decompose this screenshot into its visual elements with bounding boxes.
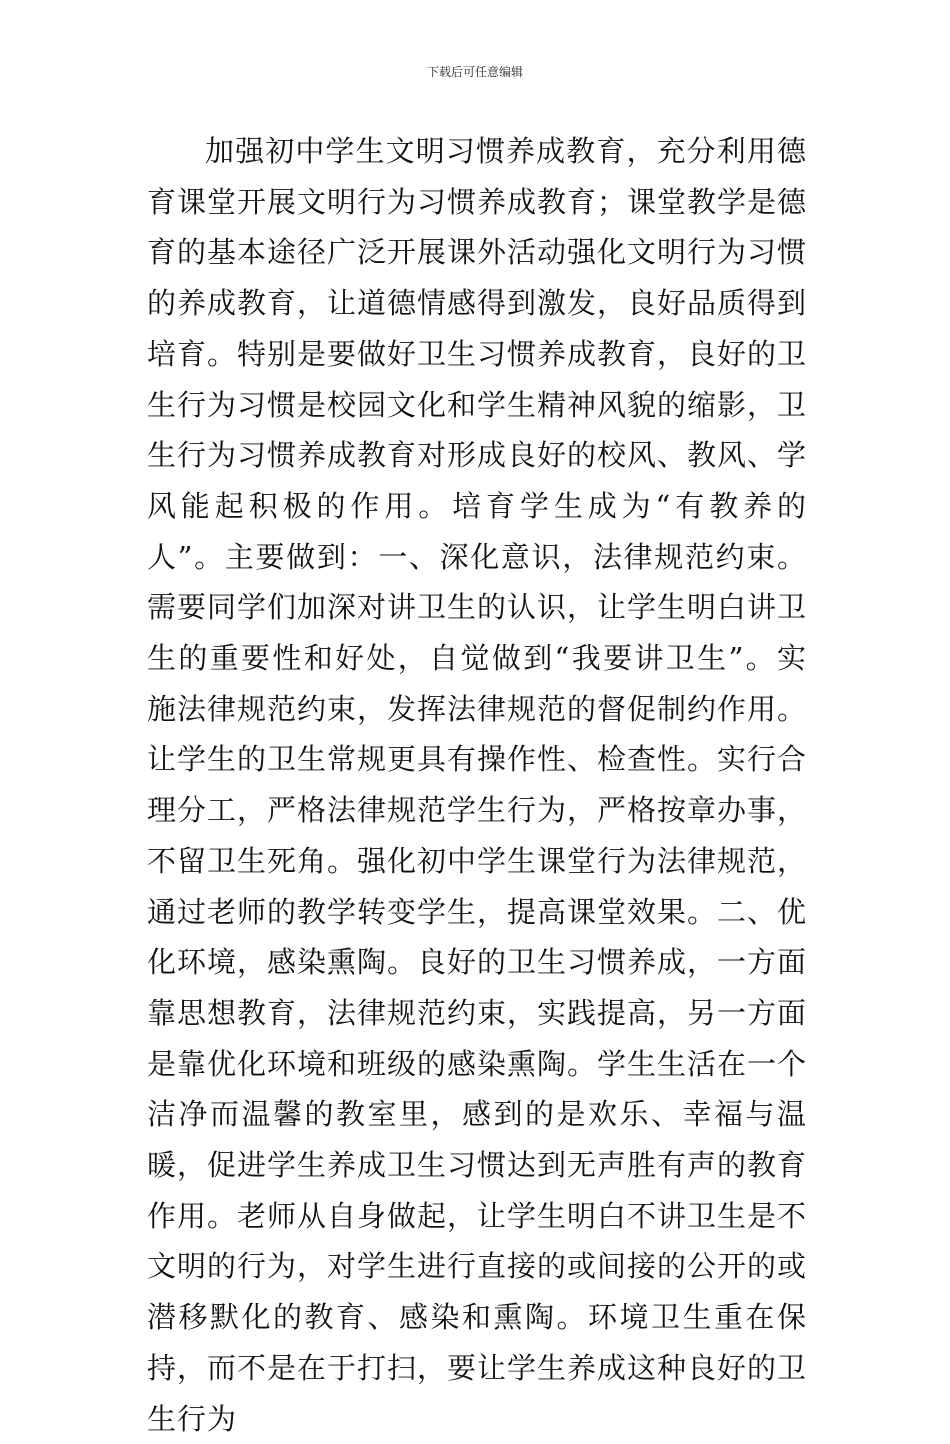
body-paragraph: 加强初中学生文明习惯养成教育，充分利用德育课堂开展文明行为习惯养成教育；课堂教学是德育的基本途径广泛开展课外活动强化文明行为习惯的养成教育，让道德情感得到激发，良好品质得到培育。特别是要做好卫生习惯养成教育，良好的卫生行为习惯是校园文化和学生精神风貌的缩影，卫生行为习惯养成教育对形成良好的校风、教风、学风能起积极的作用。培育学生成为“有教养的人”。主要做到：一、深化意识，法律规范约束。需要同学们加深对讲卫生的认识，让学生明白讲卫生的重要性和好处，自觉做到“我要讲卫生”。实施法律规范约束，发挥法律规范的督促制约作用。让学生的卫生常规更具有操作性、检查性。实行合理分工，严格法律规范学生行为，严格按章办事，不留卫生死角。强化初中学生课堂行为法律规范，通过老师的教学转变学生，提高课堂效果。二、优化环境，感染熏陶。良好的卫生习惯养成，一方面靠思想教育，法律规范约束，实践提高，另一方面是靠优化环境和班级的感染熏陶。学生生活在一个洁净而温馨的教室里，感到的是欢乐、幸福与温暖，促进学生养成卫生习惯达到无声胜有声的教育作用。老师从自身做起，让学生明白不讲卫生是不文明的行为，对学生进行直接的或间接的公开的或潜移默化的教育、感染和熏陶。环境卫生重在保持，而不是在于打扫，要让学生养成这种良好的卫生行为: [147, 134, 808, 1436]
page-header: 下载后可任意编辑: [426, 65, 523, 79]
